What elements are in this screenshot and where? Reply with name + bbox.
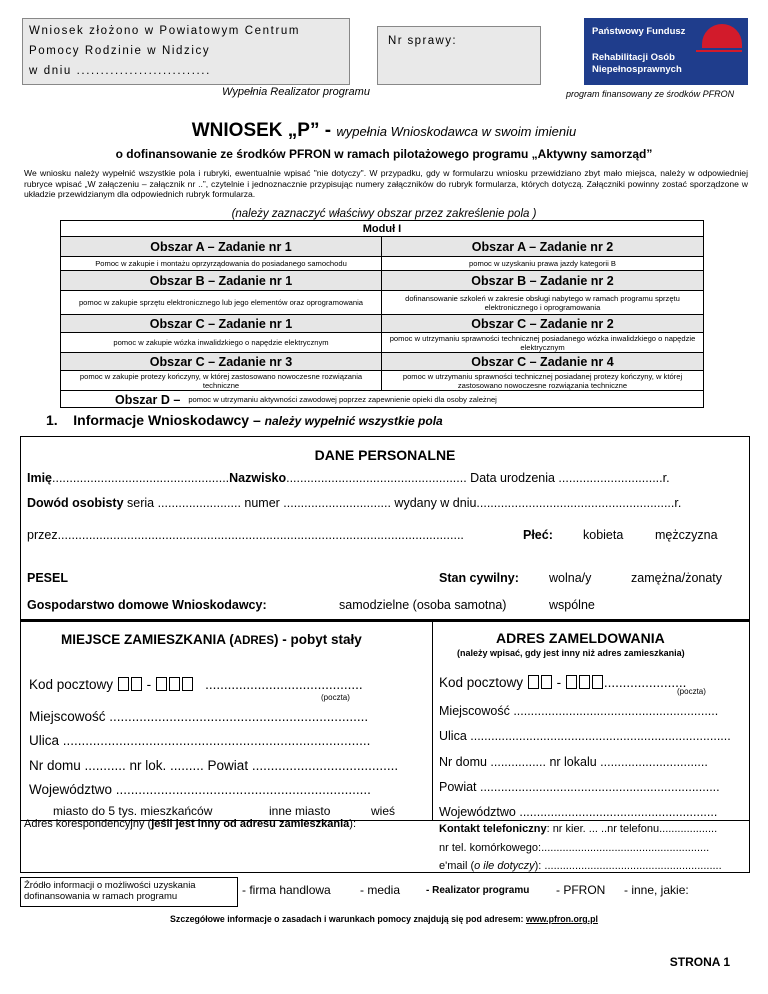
source-row: [20, 873, 750, 907]
module-table: [60, 220, 704, 408]
module-row-c1-titles: [61, 315, 703, 333]
gosp-wspolne[interactable]: wspólne: [549, 598, 595, 612]
koresp-a: Adres korespondencyjny (: [24, 818, 152, 830]
source-box: Źródło informacji o możliwości uzyskania dofinansowania w ramach programu: [20, 877, 238, 907]
kod-box-icon[interactable]: [566, 675, 577, 689]
email-label: e'mail (: [439, 860, 475, 872]
email-field[interactable]: ): ..........................................................: [534, 860, 722, 872]
obszar-c2-desc: pomoc w utrzymaniu sprawności technicznej posiadanego wózka inwalidzkiego o napędzie elektrycznym: [389, 333, 696, 352]
kod-dash: -: [556, 675, 562, 690]
id-row: [27, 496, 681, 510]
imie-field[interactable]: ...................................................: [52, 471, 230, 485]
kontakt-field[interactable]: : nr kier. ... ..nr telefonu...................: [546, 823, 718, 835]
personal-data-box: [20, 436, 750, 620]
case-number-label: Nr sprawy:: [388, 35, 457, 47]
right-heading: ADRES ZAMELDOWANIA: [496, 630, 665, 646]
logo-line2: Rehabilitacji Osób: [592, 52, 675, 63]
email-row[interactable]: [439, 860, 722, 872]
mark-note: (należy zaznaczyć właściwy obszar przez zakreślenie pola ): [231, 208, 537, 220]
module-row-b-desc: [61, 291, 703, 315]
section1-title: Informacje Wnioskodawcy –: [73, 412, 261, 428]
miasto-option[interactable]: miasto do 5 tys. mieszkańców: [53, 804, 213, 818]
obszar-b1-desc: pomoc w zakupie sprzętu elektronicznego lub jego elementów oraz oprogramowania: [61, 291, 382, 314]
name-row: [27, 471, 670, 485]
obszar-c3-desc: pomoc w zakupie protezy kończyny, w której zastosowano nowoczesne rozwiązania techniczne: [61, 371, 382, 390]
info-footer: [0, 914, 768, 924]
nazwisko-label: Nazwisko: [229, 471, 287, 485]
obszar-a1-desc: Pomoc w zakupie i montażu oprzyrządowania do posiadanego samochodu: [61, 257, 382, 270]
obszar-c4-desc: pomoc w utrzymaniu sprawności technicznej posiadanej protezy kończyny, w której zastosowano nowoczesne rozwiązania techniczne: [402, 371, 683, 390]
kontakt-row[interactable]: [439, 823, 717, 835]
personal-heading: DANE PERSONALNE: [314, 447, 456, 463]
kod-box-icon[interactable]: [541, 675, 552, 689]
woj-left[interactable]: Województwo ....................................................................: [29, 782, 371, 797]
filled-by-note: Wypełnia Realizator programu: [222, 86, 370, 98]
funded-note: program finansowany ze środków PFRON: [566, 89, 735, 99]
source-opt-inne[interactable]: - inne, jakie:: [624, 883, 689, 897]
poczta-left: (poczta): [321, 693, 350, 702]
page-subtitle: o dofinansowanie ze środków PFRON w ramach pilotażowego programu „Aktywny samorząd”: [115, 147, 653, 161]
kod-left-label: Kod pocztowy: [29, 677, 114, 692]
kod-box-icon[interactable]: [156, 677, 167, 691]
address-box: [20, 620, 750, 873]
obszar-c4-title[interactable]: Obszar C – Zadanie nr 4: [471, 354, 614, 369]
kom-field[interactable]: nr tel. komórkowego:.......................................................: [439, 842, 710, 854]
module-row-c3-desc: [61, 371, 703, 391]
ulica-left[interactable]: Ulica ..................................................................................: [29, 733, 371, 748]
koresp-b: jeśli jest inny od adresu zamieszkania: [151, 818, 350, 830]
obszar-d-desc: pomoc w utrzymaniu aktywności zawodowej poprzez zapewnienie opieki dla osoby zależnej: [188, 395, 497, 404]
module-row-b-titles: [61, 271, 703, 291]
pesel-label: PESEL: [27, 571, 68, 585]
intro-text: We wniosku należy wypełnić wszystkie pola i rubryki, ewentualnie wpisać "nie dotyczy". W przypadku, gdy w formularzu wniosku przewidziano zbyt mało miejsca, należy w odpowiedniej rubryce wpisać „W załączeniu – załącznik nr ..”, czytelnie i jednoznacznie przypisując numery załączników do rubryk formularza, których dotyczą. Załączniki powinny zostać sporządzone w układzie przewidzianym dla odpowiednich rubryk formularza.: [24, 168, 748, 199]
dowod-field[interactable]: seria ........................ numer ............................... wydany w dniu.........................................................r.: [123, 496, 682, 510]
issued-by-field[interactable]: przez.....................................................................................................................: [27, 528, 464, 542]
email-italic: o ile dotyczy: [474, 860, 535, 872]
obszar-a2-desc: pomoc w uzyskaniu prawa jazdy kategorii B: [469, 259, 616, 268]
submission-box: [22, 18, 350, 85]
logo-arc-icon: [702, 24, 742, 48]
kod-box-icon[interactable]: [592, 675, 603, 689]
obszar-b2-title[interactable]: Obszar B – Zadanie nr 2: [471, 273, 614, 288]
stan-wolna[interactable]: wolna/y: [549, 571, 592, 585]
stan-zamezna[interactable]: zamężna/żonaty: [631, 571, 723, 585]
nr-left[interactable]: Nr domu ........... nr lok. ......... Powiat .......................................: [29, 758, 399, 773]
kod-dash: -: [146, 677, 152, 692]
pfron-logo: [584, 18, 748, 85]
kod-box-icon[interactable]: [182, 677, 193, 691]
kod-right[interactable]: [439, 675, 686, 690]
nr-right[interactable]: Nr domu ................ nr lokalu ...............................: [439, 755, 708, 769]
source-opt-realizator[interactable]: - Realizator programu: [426, 885, 530, 896]
info-text: Szczegółowe informacje o zasadach i warunkach pomocy znajdują się pod adresem:: [170, 914, 526, 924]
left-heading-b: ADRES: [233, 635, 275, 647]
module-row-a-desc: [61, 257, 703, 271]
gosp-samodzielne[interactable]: samodzielne (osoba samotna): [339, 598, 507, 612]
inne-option[interactable]: inne miasto: [269, 804, 331, 818]
title-dash: -: [319, 120, 337, 141]
submission-line1: Wniosek złożono w Powiatowym Centrum: [29, 25, 301, 37]
imie-label: Imię: [27, 471, 53, 485]
module-row-d[interactable]: [61, 391, 703, 408]
submission-date[interactable]: w dniu ............................: [29, 65, 211, 77]
kod-box-icon[interactable]: [169, 677, 180, 691]
obszar-d-title: Obszar D –: [115, 392, 181, 407]
section1-heading: [46, 412, 443, 428]
obszar-a2-title[interactable]: Obszar A – Zadanie nr 2: [471, 239, 614, 254]
module-title: Moduł I: [61, 221, 703, 237]
kod-left-dots[interactable]: ..........................................: [205, 677, 363, 692]
obszar-c1-desc: pomoc w zakupie wózka inwalidzkiego o napędzie elektrycznym: [61, 333, 382, 352]
section1-number: 1.: [46, 412, 58, 428]
obszar-a1-title[interactable]: Obszar A – Zadanie nr 1: [61, 237, 382, 256]
source-opt-media[interactable]: - media: [360, 883, 401, 897]
obszar-c3-title[interactable]: Obszar C – Zadanie nr 3: [61, 353, 382, 370]
left-heading-c: ) - pobyt stały: [274, 632, 362, 647]
nazwisko-field[interactable]: .................................................... Data urodzenia ..............................r.: [286, 471, 670, 485]
stan-label: Stan cywilny:: [439, 571, 519, 585]
source-opt-firma[interactable]: - firma handlowa: [242, 883, 331, 897]
kod-box-icon[interactable]: [131, 677, 142, 691]
submission-line2: Pomocy Rodzinie w Nidzicy: [29, 45, 211, 57]
wies-option[interactable]: wieś: [371, 804, 396, 818]
dowod-label: Dowód osobisty: [27, 496, 124, 510]
page-title: [0, 120, 768, 142]
ulica-right[interactable]: Ulica ...........................................................................: [439, 729, 731, 743]
logo-line3: Niepełnosprawnych: [592, 64, 682, 75]
kod-box-icon[interactable]: [579, 675, 590, 689]
koresp-label: [24, 818, 356, 830]
kod-box-icon[interactable]: [118, 677, 129, 691]
kod-left[interactable]: [29, 677, 363, 692]
gosp-label: Gospodarstwo domowe Wnioskodawcy:: [27, 598, 267, 612]
address-divider: [432, 620, 433, 820]
powiat-right[interactable]: Powiat .....................................................................: [439, 780, 720, 794]
left-heading-a: MIEJSCE ZAMIESZKANIA (: [61, 632, 234, 647]
kontakt-label: Kontakt telefoniczny: [439, 823, 547, 835]
module-row-c1-desc: [61, 333, 703, 353]
case-number-box[interactable]: [377, 26, 541, 85]
logo-line1: Państwowy Fundusz: [592, 26, 686, 37]
obszar-c2-title[interactable]: Obszar C – Zadanie nr 2: [471, 316, 614, 331]
kod-box-icon[interactable]: [528, 675, 539, 689]
section1-note: należy wypełnić wszystkie pola: [264, 414, 443, 428]
obszar-b2-desc: dofinansowanie szkoleń w zakresie obsługi nabytego w ramach programu sprzętu elektronicznego i oprogramowania: [405, 293, 680, 312]
page-number: STRONA 1: [669, 955, 730, 969]
woj-right[interactable]: Województwo .........................................................: [439, 805, 718, 819]
obszar-c1-title[interactable]: Obszar C – Zadanie nr 1: [61, 315, 382, 332]
plec-mezczyzna[interactable]: mężczyzna: [655, 528, 718, 542]
koresp-c: ):: [349, 818, 357, 830]
plec-label: Płeć:: [523, 528, 553, 542]
kod-right-label: Kod pocztowy: [439, 675, 524, 690]
pfron-link[interactable]: www.pfron.org.pl: [525, 914, 598, 924]
kod-right-dots[interactable]: ......................: [603, 675, 687, 690]
poczta-right: (poczta): [677, 687, 706, 696]
miejsc-left[interactable]: Miejscowość .....................................................................: [29, 709, 369, 724]
module-row-a-titles: [61, 237, 703, 257]
title-note: wypełnia Wnioskodawca w swoim imieniu: [336, 124, 577, 139]
plec-kobieta[interactable]: kobieta: [583, 528, 624, 542]
left-heading: [61, 632, 362, 647]
module-row-c3-titles: [61, 353, 703, 371]
logo-line-icon: [696, 50, 742, 52]
title-main: WNIOSEK „P”: [191, 120, 320, 141]
right-note: (należy wpisać, gdy jest inny niż adres zamieszkania): [457, 648, 685, 658]
source-opt-pfron[interactable]: - PFRON: [556, 883, 606, 897]
miejsc-right[interactable]: Miejscowość ...........................................................: [439, 704, 719, 718]
obszar-b1-title[interactable]: Obszar B – Zadanie nr 1: [61, 271, 382, 290]
